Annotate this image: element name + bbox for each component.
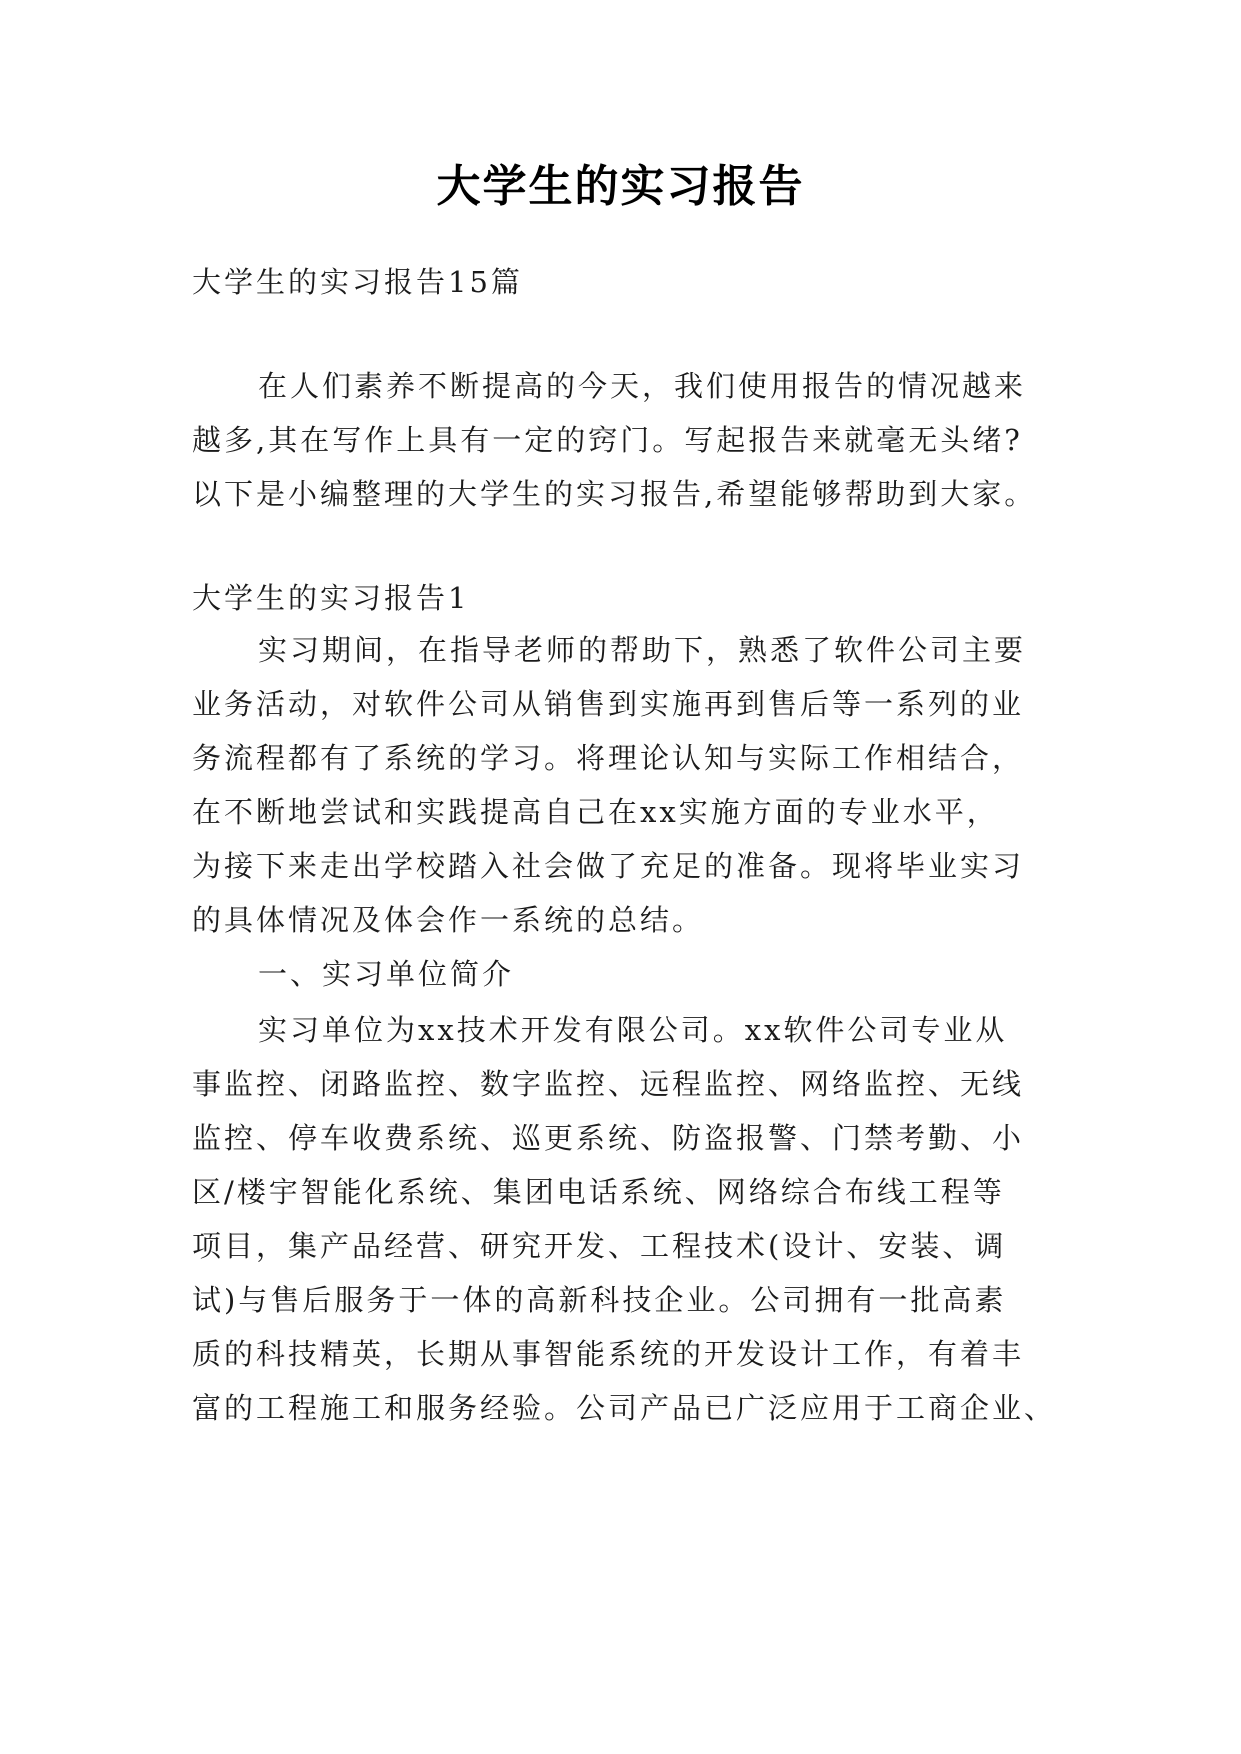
- paragraph-line: 的具体情况及体会作一系统的总结。: [192, 903, 705, 937]
- paragraph-line: 事监控、闭路监控、数字监控、远程监控、网络监控、无线: [192, 1067, 1025, 1101]
- paragraph-line: 试)与售后服务于一体的高新科技企业。公司拥有一批高素: [192, 1283, 1007, 1317]
- section-heading: 大学生的实习报告1: [192, 581, 470, 615]
- document-subtitle: 大学生的实习报告15篇: [192, 265, 523, 299]
- paragraph-line: 监控、停车收费系统、巡更系统、防盗报警、门禁考勤、小: [192, 1121, 1025, 1155]
- paragraph-line: 区/楼宇智能化系统、集团电话系统、网络综合布线工程等: [192, 1175, 1005, 1209]
- document-title: 大学生的实习报告: [436, 161, 805, 212]
- paragraph-line: 富的工程施工和服务经验。公司产品已广泛应用于工商企业、: [192, 1391, 1057, 1425]
- paragraph-line: 务流程都有了系统的学习。将理论认知与实际工作相结合，: [192, 741, 1025, 775]
- paragraph-line: 项目，集产品经营、研究开发、工程技术(设计、安装、调: [192, 1229, 1007, 1263]
- paragraph-line: 实习单位为xx技术开发有限公司。xx软件公司专业从: [258, 1013, 1008, 1047]
- paragraph-line: 越多,其在写作上具有一定的窍门。写起报告来就毫无头绪?: [192, 423, 1023, 457]
- paragraph-line: 在不断地尝试和实践提高自己在xx实施方面的专业水平，: [192, 795, 999, 829]
- paragraph-line: 在人们素养不断提高的今天，我们使用报告的情况越来: [258, 369, 1027, 403]
- paragraph-line: 业务活动，对软件公司从销售到实施再到售后等一系列的业: [192, 687, 1025, 721]
- paragraph-line: 为接下来走出学校踏入社会做了充足的准备。现将毕业实习: [192, 849, 1025, 883]
- subheading: 一、实习单位简介: [258, 957, 515, 991]
- paragraph-line: 实习期间，在指导老师的帮助下，熟悉了软件公司主要: [258, 633, 1027, 667]
- paragraph-line: 以下是小编整理的大学生的实习报告,希望能够帮助到大家。: [192, 477, 1037, 511]
- paragraph-line: 质的科技精英，长期从事智能系统的开发设计工作，有着丰: [192, 1337, 1025, 1371]
